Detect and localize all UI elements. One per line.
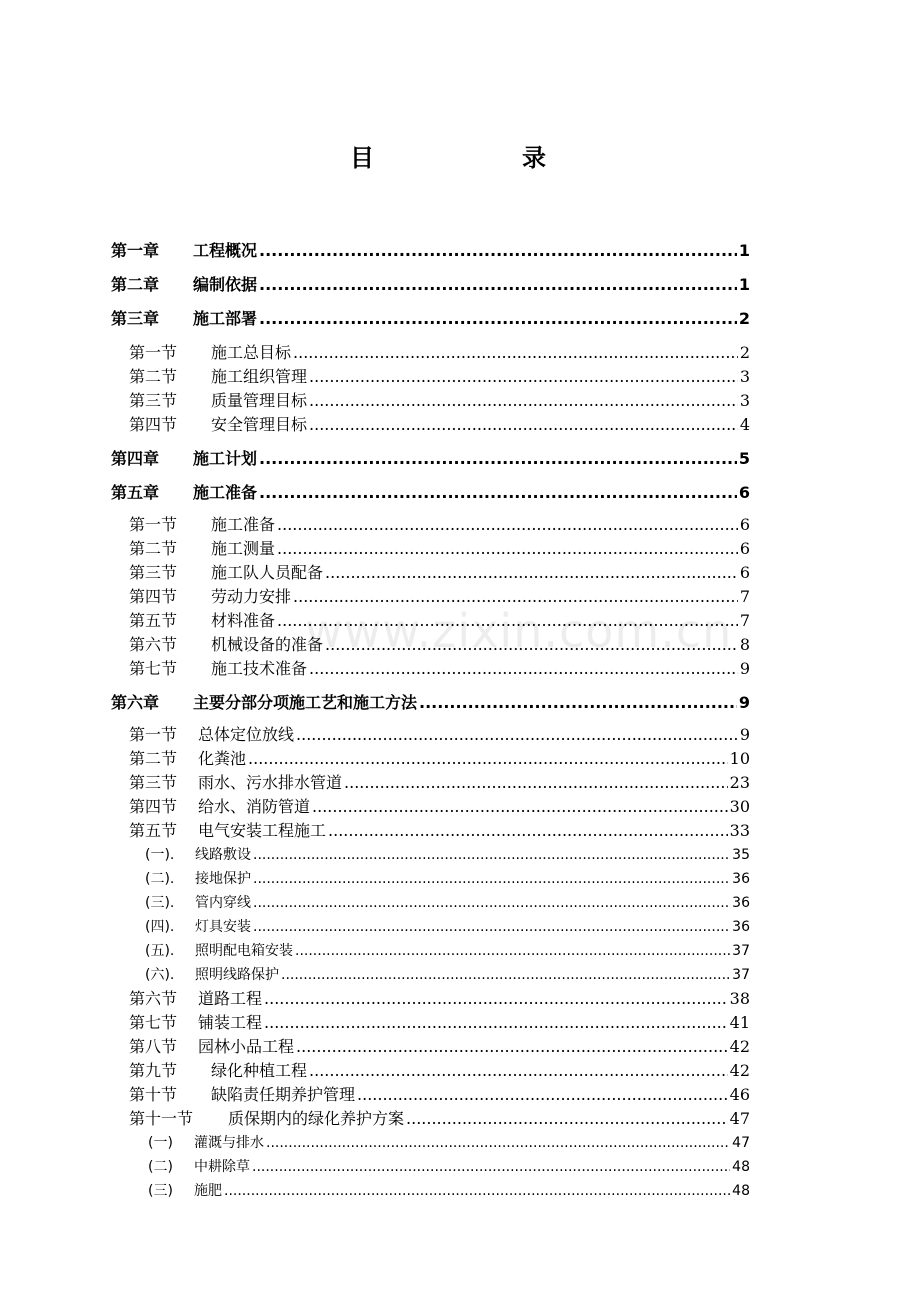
toc-leader-dots — [253, 919, 730, 935]
toc-entry[interactable] — [129, 1058, 750, 1081]
toc-entry-page: 30 — [729, 797, 750, 816]
toc-entry-page: 3 — [739, 367, 750, 386]
toc-leader-dots — [293, 343, 738, 362]
toc-leader-dots — [344, 773, 728, 792]
toc-leader-dots — [295, 943, 730, 959]
toc-entry[interactable] — [129, 1010, 750, 1033]
toc-entry[interactable] — [129, 388, 750, 411]
toc-entry-number: 第一节 — [129, 725, 178, 744]
toc-leader-dots — [309, 415, 738, 434]
toc-entry-page: 46 — [729, 1085, 750, 1104]
toc-entry-title: 化粪池 — [198, 749, 247, 768]
toc-entry-page: 36 — [732, 871, 750, 887]
toc-leader-dots — [296, 1037, 728, 1056]
toc-entry-page: 48 — [732, 1159, 750, 1175]
toc-entry[interactable] — [129, 584, 750, 607]
toc-leader-dots — [357, 1085, 728, 1104]
toc-leader-dots — [259, 241, 737, 260]
toc-entry-page: 33 — [729, 821, 750, 840]
watermark: www.zixin.com.cn — [305, 604, 733, 658]
toc-entry-page: 38 — [729, 989, 750, 1008]
toc-entry-number: 第七节 — [129, 1013, 178, 1032]
toc-entry-title: 铺装工程 — [198, 1013, 263, 1032]
toc-entry-page: 9 — [739, 659, 750, 678]
toc-entry-title: 电气安装工程施工 — [198, 821, 327, 840]
toc-leader-dots — [309, 659, 738, 678]
toc-entry-number: 第七节 — [129, 659, 178, 678]
toc-entry-title: 道路工程 — [198, 989, 263, 1008]
toc-leader-dots — [253, 871, 730, 887]
toc-leader-dots — [419, 693, 737, 712]
toc-entry[interactable] — [129, 1082, 750, 1105]
toc-entry-number: 第四章 — [111, 449, 160, 468]
toc-entry-page: 6 — [738, 483, 750, 502]
toc-entry-title: 施工准备 — [211, 515, 276, 534]
toc-entry-page: 1 — [738, 275, 750, 294]
toc-entry-number: 第二节 — [129, 749, 178, 768]
toc-entry-number: (二). — [145, 871, 175, 887]
toc-entry[interactable] — [129, 340, 750, 363]
toc-entry-number: 第十一节 — [129, 1109, 194, 1128]
toc-entry[interactable] — [148, 1156, 750, 1176]
toc-entry-title: 缺陷责任期养护管理 — [211, 1085, 356, 1104]
toc-entry[interactable] — [129, 770, 750, 793]
toc-entry[interactable] — [129, 608, 750, 631]
toc-entry-title: 照明线路保护 — [195, 967, 279, 983]
toc-leader-dots — [259, 309, 737, 328]
toc-entry-title: 绿化种植工程 — [211, 1061, 308, 1080]
toc-entry[interactable] — [129, 412, 750, 435]
toc-entry-page: 41 — [729, 1013, 750, 1032]
toc-entry[interactable] — [145, 940, 750, 960]
toc-entry-page: 6 — [739, 563, 750, 582]
toc-entry[interactable] — [129, 818, 750, 841]
toc-entry-number: 第四节 — [129, 797, 178, 816]
toc-leader-dots — [309, 1061, 728, 1080]
toc-leader-dots — [277, 539, 738, 558]
toc-entry[interactable] — [129, 746, 750, 769]
toc-entry[interactable] — [129, 722, 750, 745]
toc-entry-number: 第一节 — [129, 515, 178, 534]
toc-entry-number: 第五节 — [129, 821, 178, 840]
toc-entry-number: 第四节 — [129, 587, 178, 606]
toc-entry[interactable] — [129, 536, 750, 559]
toc-entry-title: 施工计划 — [193, 449, 258, 468]
toc-entry-title: 施工准备 — [193, 483, 258, 502]
toc-entry[interactable] — [129, 364, 750, 387]
toc-entry-title: 质保期内的绿化养护方案 — [228, 1109, 405, 1128]
toc-entry-number: 第二节 — [129, 367, 178, 386]
toc-entry-number: 第五节 — [129, 611, 178, 630]
toc-entry[interactable] — [145, 844, 750, 864]
toc-entry-number: 第六节 — [129, 635, 178, 654]
toc-entry-number: 第三节 — [129, 563, 178, 582]
toc-leader-dots — [325, 563, 738, 582]
toc-leader-dots — [252, 1159, 730, 1175]
toc-leader-dots — [293, 587, 738, 606]
toc-entry-title: 施工总目标 — [211, 343, 292, 362]
toc-entry-page: 42 — [729, 1037, 750, 1056]
toc-entry-number: 第一章 — [111, 241, 160, 260]
toc-entry-page: 35 — [732, 847, 750, 863]
toc-entry-number: 第五章 — [111, 483, 160, 502]
toc-entry[interactable] — [145, 964, 750, 984]
toc-entry-page: 9 — [738, 693, 750, 712]
toc-entry[interactable] — [129, 632, 750, 655]
toc-entry-page: 47 — [732, 1135, 750, 1151]
toc-entry[interactable] — [129, 560, 750, 583]
toc-entry-title: 施工技术准备 — [211, 659, 308, 678]
toc-entry-title: 施工部署 — [193, 309, 258, 328]
toc-entry-number: 第三节 — [129, 391, 178, 410]
toc-entry-title: 照明配电箱安装 — [195, 943, 293, 959]
toc-leader-dots — [325, 635, 738, 654]
toc-entry-number: (二) — [148, 1159, 173, 1175]
toc-entry-number: 第八节 — [129, 1037, 178, 1056]
toc-entry-page: 37 — [732, 967, 750, 983]
toc-entry-title: 灌溉与排水 — [194, 1135, 264, 1151]
toc-leader-dots — [259, 449, 737, 468]
toc-leader-dots — [266, 1135, 730, 1151]
toc-entry-page: 4 — [739, 415, 750, 434]
toc-entry-number: (四). — [145, 919, 175, 935]
toc-leader-dots — [264, 989, 728, 1008]
toc-entry-number: 第三节 — [129, 773, 178, 792]
toc-entry-number: 第一节 — [129, 343, 178, 362]
toc-leader-dots — [277, 611, 738, 630]
toc-leader-dots — [296, 725, 738, 744]
toc-entry-title: 雨水、污水排水管道 — [198, 773, 343, 792]
toc-entry[interactable] — [129, 512, 750, 535]
toc-entry-number: 第六章 — [111, 693, 160, 712]
toc-entry-title: 质量管理目标 — [211, 391, 308, 410]
toc-entry-page: 36 — [732, 919, 750, 935]
toc-entry[interactable] — [111, 272, 750, 295]
toc-entry-number: 第六节 — [129, 989, 178, 1008]
toc-entry-page: 8 — [739, 635, 750, 654]
toc-entry-number: (一). — [145, 847, 175, 863]
toc-entry-page: 1 — [738, 241, 750, 260]
toc-entry[interactable] — [111, 306, 750, 329]
toc-entry-number: 第二节 — [129, 539, 178, 558]
toc-leader-dots — [312, 797, 728, 816]
toc-entry-page: 48 — [732, 1183, 750, 1199]
toc-entry-number: 第三章 — [111, 309, 160, 328]
toc-entry[interactable] — [129, 986, 750, 1009]
toc-entry[interactable] — [148, 1180, 750, 1200]
toc-entry-page: 2 — [739, 343, 750, 362]
toc-entry[interactable] — [145, 892, 750, 912]
toc-entry-title: 施工队人员配备 — [211, 563, 324, 582]
toc-entry[interactable] — [148, 1132, 750, 1152]
toc-entry-page: 42 — [729, 1061, 750, 1080]
toc-leader-dots — [264, 1013, 728, 1032]
toc-entry-title: 施工测量 — [211, 539, 276, 558]
title-char-1: 目 — [350, 144, 374, 172]
toc-entry-title: 施肥 — [194, 1183, 222, 1199]
toc-leader-dots — [259, 483, 737, 502]
toc-leader-dots — [277, 515, 738, 534]
toc-entry-title: 劳动力安排 — [211, 587, 292, 606]
toc-entry-title: 线路敷设 — [195, 847, 251, 863]
toc-entry-number: (六). — [145, 967, 175, 983]
toc-entry-number: 第十节 — [129, 1085, 178, 1104]
toc-entry[interactable] — [145, 868, 750, 888]
toc-leader-dots — [259, 275, 737, 294]
toc-leader-dots — [309, 391, 738, 410]
toc-entry[interactable] — [129, 1106, 750, 1129]
toc-leader-dots — [406, 1109, 728, 1128]
toc-entry[interactable] — [129, 1034, 750, 1057]
toc-leader-dots — [281, 967, 730, 983]
toc-entry[interactable] — [145, 916, 750, 936]
toc-entry-title: 材料准备 — [211, 611, 276, 630]
toc-entry-number: 第九节 — [129, 1061, 178, 1080]
toc-entry-title: 总体定位放线 — [198, 725, 295, 744]
toc-entry-page: 7 — [739, 587, 750, 606]
toc-entry[interactable] — [111, 446, 750, 469]
toc-entry-title: 施工组织管理 — [211, 367, 308, 386]
toc-entry-title: 园林小品工程 — [198, 1037, 295, 1056]
toc-entry-title: 中耕除草 — [194, 1159, 250, 1175]
toc-entry-page: 5 — [738, 449, 750, 468]
toc-entry[interactable] — [129, 794, 750, 817]
toc-entry[interactable] — [129, 656, 750, 679]
toc-entry-number: 第二章 — [111, 275, 160, 294]
toc-leader-dots — [224, 1183, 730, 1199]
toc-entry-title: 机械设备的准备 — [211, 635, 324, 654]
toc-leader-dots — [253, 847, 730, 863]
toc-entry-page: 2 — [738, 309, 750, 328]
toc-entry-number: (一) — [148, 1135, 173, 1151]
toc-entry-title: 安全管理目标 — [211, 415, 308, 434]
title-char-2: 录 — [522, 144, 546, 172]
toc-entry-number: (三). — [145, 895, 175, 911]
toc-leader-dots — [328, 821, 728, 840]
toc-entry-page: 10 — [729, 749, 750, 768]
toc-entry-title: 主要分部分项施工艺和施工方法 — [193, 693, 418, 712]
toc-entry-page: 3 — [739, 391, 750, 410]
toc-entry-page: 6 — [739, 539, 750, 558]
toc-entry[interactable] — [111, 238, 750, 261]
toc-entry-page: 6 — [739, 515, 750, 534]
toc-entry-title: 管内穿线 — [195, 895, 251, 911]
toc-entry-number: 第四节 — [129, 415, 178, 434]
toc-entry-page: 23 — [729, 773, 750, 792]
toc-entry-title: 灯具安装 — [195, 919, 251, 935]
toc-entry-number: (五). — [145, 943, 175, 959]
toc-entry[interactable] — [111, 690, 750, 713]
toc-entry-title: 接地保护 — [195, 871, 251, 887]
toc-entry-page: 37 — [732, 943, 750, 959]
toc-entry-title: 工程概况 — [193, 241, 258, 260]
toc-leader-dots — [309, 367, 738, 386]
toc-entry[interactable] — [111, 480, 750, 503]
toc-entry-page: 47 — [729, 1109, 750, 1128]
toc-entry-number: (三) — [148, 1183, 173, 1199]
toc-entry-page: 7 — [739, 611, 750, 630]
toc-entry-title: 编制依据 — [193, 275, 258, 294]
toc-title — [0, 140, 920, 180]
toc-leader-dots — [248, 749, 728, 768]
toc-entry-title: 给水、消防管道 — [198, 797, 311, 816]
toc-leader-dots — [253, 895, 730, 911]
toc-entry-page: 9 — [739, 725, 750, 744]
toc-entry-page: 36 — [732, 895, 750, 911]
